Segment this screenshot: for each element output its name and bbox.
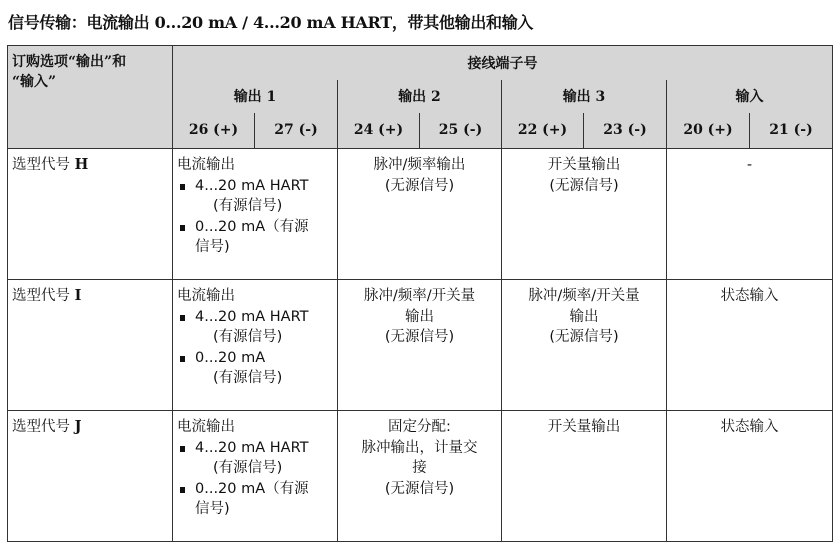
- group-input: 输入: [667, 80, 833, 113]
- table-row: [8, 411, 833, 542]
- output-2-cell: [338, 280, 502, 411]
- cell-line: 脉冲/频率/开关量: [363, 288, 476, 304]
- corner-line: 订购选项“输出”和: [12, 54, 127, 70]
- option-label: 选型代号: [12, 288, 70, 304]
- output-1-cell: [173, 149, 338, 280]
- bullet-text: 4...20 mA HART: [195, 177, 309, 194]
- cell-line: 固定分配:: [388, 419, 451, 435]
- bullet-text: 0...20 mA（有源: [195, 218, 309, 235]
- option-code-cell: [8, 280, 173, 411]
- cell-line: (无源信号): [384, 329, 455, 345]
- cell-line: (无源信号): [384, 480, 455, 497]
- terminal-22: 22 (+): [502, 113, 584, 149]
- bullet-item: [177, 348, 333, 389]
- option-code: H: [74, 156, 89, 173]
- bullet-item: [177, 307, 333, 348]
- cell-line: 输出: [405, 308, 434, 325]
- output-3-cell: [502, 411, 667, 542]
- terminal-25: 25 (-): [420, 113, 502, 149]
- terminal-26: 26 (+): [173, 113, 255, 149]
- output-1-title: 电流输出: [177, 157, 235, 173]
- cell-line: 状态输入: [720, 288, 779, 304]
- output-1-list: [177, 438, 333, 520]
- cell-line: 输出: [569, 308, 599, 325]
- bullet-item: [177, 438, 333, 479]
- terminal-27: 27 (-): [255, 113, 338, 149]
- output-1-title: 电流输出: [177, 288, 235, 304]
- group-output-2: 输出 2: [338, 80, 502, 113]
- bullet-subtext: 信号): [195, 501, 230, 517]
- output-3-cell: [502, 149, 667, 280]
- cell-line: (无源信号): [549, 177, 619, 194]
- cell-line: (无源信号): [549, 329, 619, 345]
- terminal-21: 21 (-): [750, 113, 833, 149]
- order-option-header: [8, 46, 173, 149]
- output-2-cell: [338, 149, 502, 280]
- input-cell: [667, 149, 833, 280]
- cell-line: (无源信号): [384, 177, 455, 194]
- terminal-assignment-table: [7, 45, 833, 542]
- terminal-23: 23 (-): [584, 113, 667, 149]
- cell-line: 开关量输出: [547, 419, 621, 435]
- output-1-cell: [173, 280, 338, 411]
- output-1-cell: [173, 411, 338, 542]
- section-title: 信号传输：电流输出 0...20 mA / 4...20 mA HART，带其他输出和输入: [8, 13, 534, 32]
- group-output-1: 输出 1: [173, 80, 338, 113]
- table-row: [8, 280, 833, 411]
- terminal-24: 24 (+): [338, 113, 420, 149]
- cell-line: 脉冲输出，计量交: [361, 439, 478, 456]
- bullet-subtext: (有源信号): [213, 198, 283, 214]
- table-row: [8, 149, 833, 280]
- group-output-3: 输出 3: [502, 80, 667, 113]
- option-code-cell: [8, 149, 173, 280]
- output-1-list: [177, 176, 333, 258]
- bullet-item: [177, 217, 333, 258]
- bullet-subtext: 信号): [195, 239, 230, 255]
- cell-line: -: [746, 157, 753, 173]
- option-code: J: [74, 418, 82, 435]
- bullet-text: 0...20 mA: [195, 349, 266, 366]
- input-cell: [667, 280, 833, 411]
- cell-line: 脉冲/频率输出: [373, 157, 466, 173]
- option-code-cell: [8, 411, 173, 542]
- bullet-subtext: (有源信号): [213, 329, 283, 345]
- bullet-text: 4...20 mA HART: [195, 439, 309, 456]
- cell-line: 接: [412, 460, 427, 476]
- bullet-item: [177, 479, 333, 520]
- terminals-title: 接线端子号: [173, 46, 833, 80]
- output-3-cell: [502, 280, 667, 411]
- cell-line: 开关量输出: [547, 157, 621, 173]
- output-1-list: [177, 307, 333, 389]
- bullet-subtext: (有源信号): [213, 370, 283, 386]
- bullet-text: 0...20 mA（有源: [195, 480, 309, 497]
- output-1-title: 电流输出: [177, 419, 235, 435]
- corner-line: “输入”: [12, 74, 57, 90]
- bullet-subtext: (有源信号): [213, 460, 283, 476]
- cell-line: 状态输入: [720, 419, 779, 435]
- cell-line: 脉冲/频率/开关量: [528, 288, 640, 304]
- terminal-20: 20 (+): [667, 113, 750, 149]
- option-code: I: [74, 287, 82, 304]
- option-label: 选型代号: [12, 419, 70, 435]
- output-2-cell: [338, 411, 502, 542]
- option-label: 选型代号: [12, 157, 70, 173]
- bullet-text: 4...20 mA HART: [195, 308, 309, 325]
- input-cell: [667, 411, 833, 542]
- bullet-item: [177, 176, 333, 217]
